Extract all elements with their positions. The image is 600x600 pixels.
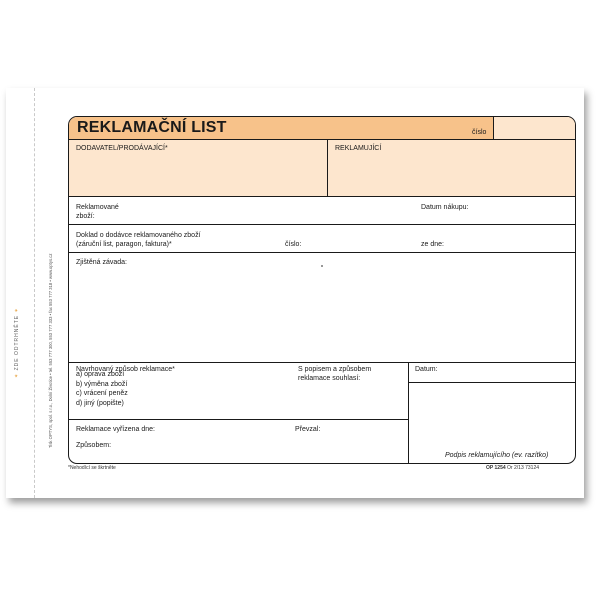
purchase-date-label: Datum nákupu:: [421, 204, 469, 211]
divider: [408, 382, 575, 383]
form-code: OP 1254 Or 2/13 73124: [486, 465, 540, 471]
divider: [69, 224, 575, 225]
printer-imprint: Tisk OPTYS, spol. s r.o., Dolní Životice • tel. 553 777 300, 553 777 333 • fax 553 777 318 • www.optys.cz: [48, 253, 53, 448]
resolved-date-label: Reklamace vyřízena dne:: [76, 426, 155, 433]
parties-row: [69, 140, 575, 197]
method-option-a[interactable]: a) oprava zboží: [76, 371, 125, 378]
claimant-field[interactable]: REKLAMUJÍCÍ: [335, 145, 382, 152]
document-date-label: ze dne:: [421, 241, 444, 248]
footnote: *Nehodící se škrtněte: [68, 465, 116, 471]
goods-label-line2: zboží:: [76, 213, 95, 220]
claim-form: [68, 116, 576, 464]
divider: [408, 362, 409, 463]
document-label-line1: Doklad o dodávce reklamovaného zboží: [76, 232, 201, 239]
received-by-label: Převzal:: [295, 426, 321, 433]
agreement-label-line1: S popisem a způsobem: [298, 366, 372, 373]
signature-label: Podpis reklamujícího (ev. razítko): [445, 452, 549, 459]
number-field[interactable]: [493, 117, 576, 139]
goods-label-line1: Reklamované: [76, 204, 119, 211]
form-sheet: [6, 88, 584, 498]
date-label: Datum:: [415, 366, 438, 373]
method-options: [76, 370, 128, 408]
document-number-label: číslo:: [285, 241, 302, 248]
tear-off-label: ✶ ZDE ODTRHNĚTE ✶: [14, 307, 20, 378]
center-mark: [321, 265, 323, 267]
divider: [69, 252, 575, 253]
resolution-way-label: Způsobem:: [76, 442, 112, 449]
method-option-b[interactable]: b) výměna zboží: [76, 380, 128, 388]
divider: [327, 140, 328, 196]
document-label-line2: (záruční list, paragon, faktura)*: [76, 241, 172, 248]
form-title: REKLAMAČNÍ LIST: [77, 119, 227, 136]
method-option-c[interactable]: c) vrácení peněz: [76, 390, 128, 398]
method-label: Navrhovaný způsob reklamace*: [76, 366, 175, 373]
divider: [69, 419, 408, 420]
agreement-label-line2: reklamace souhlasí:: [298, 375, 361, 382]
title-bar: [69, 117, 575, 140]
number-label: číslo: [472, 129, 487, 136]
defect-label: Zjištěná závada:: [76, 259, 127, 266]
perforation-line: [34, 88, 35, 498]
method-option-d[interactable]: d) jiný (popište): [76, 399, 124, 407]
divider: [69, 362, 575, 363]
supplier-field[interactable]: DODAVATEL/PRODÁVAJÍCÍ*: [76, 145, 168, 152]
